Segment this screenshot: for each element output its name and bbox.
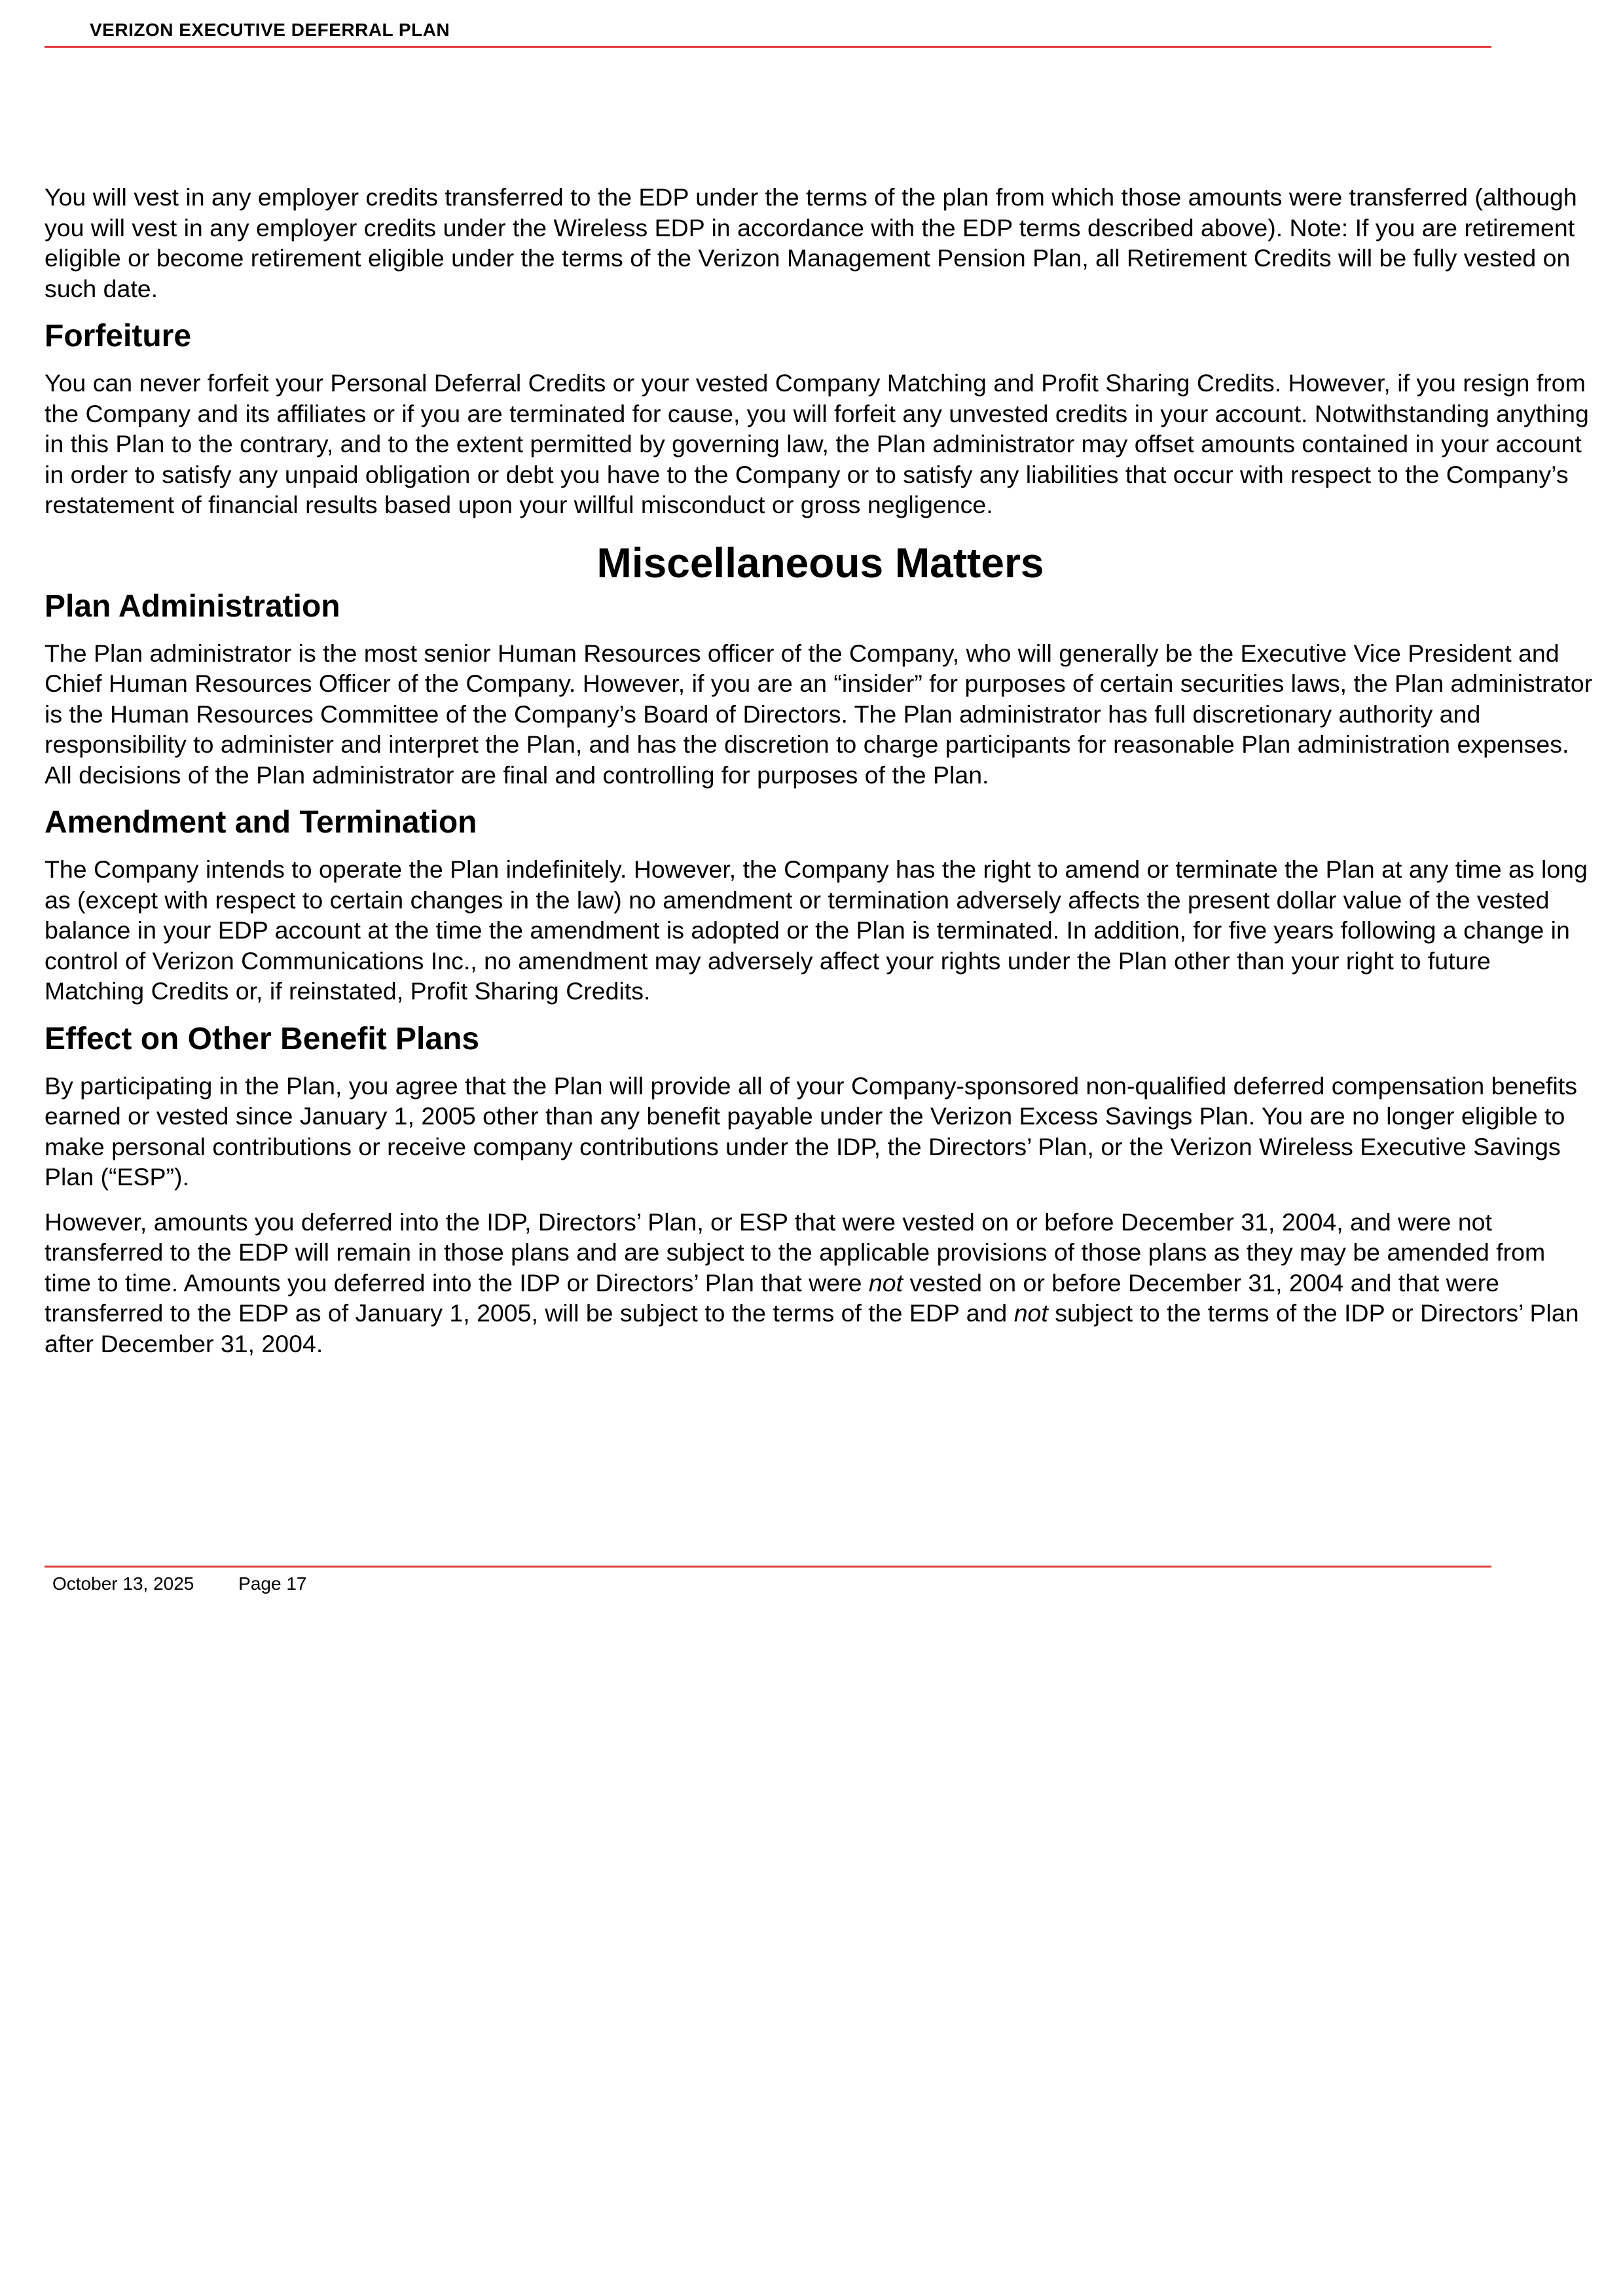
amendment-termination-paragraph: The Company intends to operate the Plan indefinitely. However, the Company has the right to amend or terminate the Plan at any time as long as (except with respect to certain changes in the law) no amendment or termination adversely affects the present dollar value of the vested balance in your EDP account at the time the amendment is adopted or the Plan is terminated. In addition, for five years following a change in control of Verizon Communications Inc., no amendment may adversely affect your rights under the Plan other than your right to future Matching Credits or, if reinstated, Profit Sharing Credits. (45, 855, 1588, 1005)
emphasis-not: not (1013, 1299, 1048, 1327)
emphasis-not: not (868, 1268, 903, 1297)
section-title: Miscellaneous Matters (596, 539, 1044, 586)
header-rule (45, 46, 1491, 48)
paragraph-text: vested on or before December 31, 2004 and that were transferred to the EDP as of January 1, 2005, will be subject to the terms of the EDP and (45, 1268, 1500, 1327)
running-header: VERIZON EXECUTIVE DEFERRAL PLAN (90, 20, 450, 40)
footer-date: October 13, 2025 (52, 1573, 194, 1594)
plan-administration-paragraph: The Plan administrator is the most senior Human Resources officer of the Company, who will generally be the Executive Vice President and Chief Human Resources Officer of the Company. However, if you are an “insider” for purposes of certain securities laws, the Plan administrator is the Human Resources Committee of the Company’s Board of Directors. The Plan administrator has full discretionary authority and responsibility to administer and interpret the Plan, and has the discretion to charge participants for reasonable Plan administration expenses. All decisions of the Plan administrator are final and controlling for purposes of the Plan. (45, 639, 1593, 789)
effect-other-plans-paragraph-2 (45, 1207, 1596, 1359)
paragraph-text: However, amounts you deferred into the IDP, Directors’ Plan, or ESP that were vested on or before December 31, 2004, and were not transferred to the EDP will remain in those plans and are subject to the applicable provisions of those plans as they may be amended from time to time. Amounts you deferred into the IDP or Directors’ Plan that were (45, 1208, 1546, 1297)
forfeiture-heading: Forfeiture (45, 319, 192, 353)
intro-paragraph: You will vest in any employer credits transferred to the EDP under the terms of the plan from which those amounts were transferred (although you will vest in any employer credits under the Wireless EDP in accordance with the EDP terms described above). Note: If you are retirement eligible or become retirement eligible under the terms of the Verizon Management Pension Plan, all Retirement Credits will be fully vested on such date. (45, 183, 1577, 302)
footer-rule (45, 1566, 1491, 1568)
effect-other-plans-paragraph-1: By participating in the Plan, you agree that the Plan will provide all of your Company-sponsored non-qualified deferred compensation benefits earned or vested since January 1, 2005 other than any benefit payable under the Verizon Excess Savings Plan. You are no longer eligible to make personal contributions or receive company contributions under the IDP, the Directors’ Plan, or the Verizon Wireless Executive Savings Plan (“ESP”). (45, 1071, 1577, 1191)
document-body (45, 182, 1596, 1373)
effect-other-plans-heading: Effect on Other Benefit Plans (45, 1021, 480, 1056)
amendment-termination-heading: Amendment and Termination (45, 805, 477, 840)
forfeiture-paragraph: You can never forfeit your Personal Deferral Credits or your vested Company Matching and Profit Sharing Credits. However, if you resign from the Company and its affiliates or if you are terminated for cause, you will forfeit any unvested credits in your account. Notwithstanding anything in this Plan to the contrary, and to the extent permitted by governing law, the Plan administrator may offset amounts contained in your account in order to satisfy any unpaid obligation or debt you have to the Company or to satisfy any liabilities that occur with respect to the Company’s restatement of financial results based upon your willful misconduct or gross negligence. (45, 369, 1589, 518)
paragraph-text: subject to the terms of the IDP or Directors’ Plan after December 31, 2004. (45, 1299, 1579, 1357)
page-footer (52, 1572, 306, 1596)
page-number: Page 17 (238, 1573, 307, 1594)
plan-administration-heading: Plan Administration (45, 588, 340, 624)
